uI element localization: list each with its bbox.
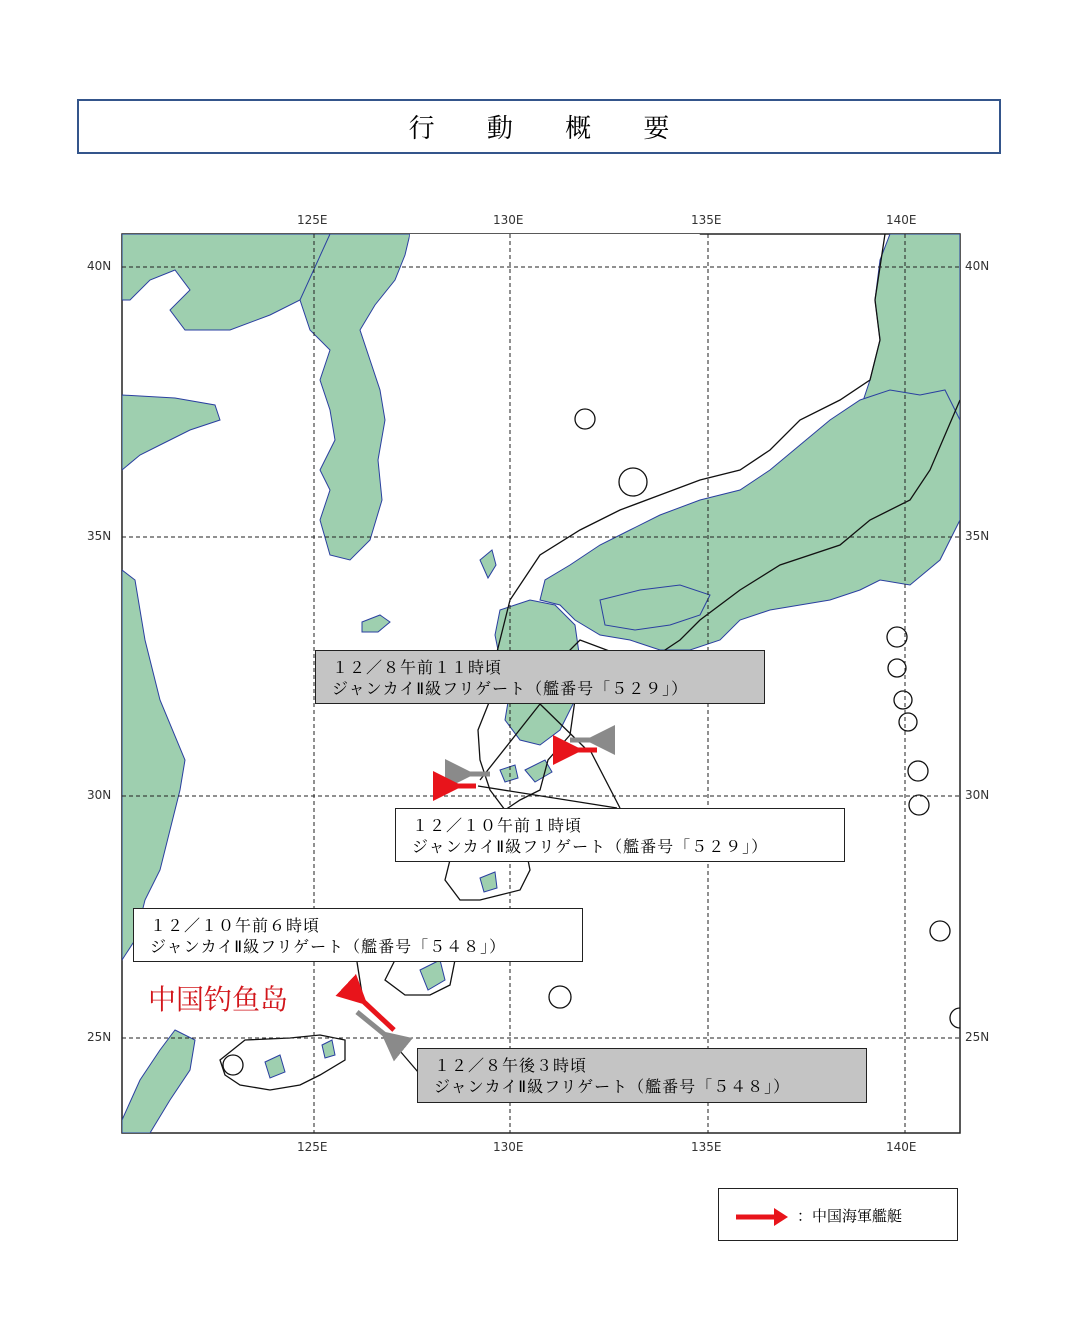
legend-text: ：中国海軍艦艇 xyxy=(797,1207,903,1225)
lon-label-top-140: 140E xyxy=(886,213,917,227)
lat-label-left-35: 35N xyxy=(87,529,112,543)
lat-label-right-35: 35N xyxy=(965,529,990,543)
callout-548-dec10 xyxy=(133,908,583,962)
lat-label-left-25: 25N xyxy=(87,1030,112,1044)
legend xyxy=(718,1188,958,1241)
lon-label-top-135: 135E xyxy=(691,213,722,227)
callout-529-dec8-ship: ジャンカイⅡ級フリゲート（艦番号「５２９」） xyxy=(332,679,689,698)
lon-label-bottom-140: 140E xyxy=(886,1140,917,1154)
lon-label-top-125: 125E xyxy=(297,213,328,227)
callout-548-dec10-time: １２／１０午前６時頃 xyxy=(150,916,321,935)
callout-548-dec8-time: １２／８午後３時頃 xyxy=(434,1056,588,1075)
callout-529-dec10 xyxy=(395,808,845,862)
callout-548-dec8-ship: ジャンカイⅡ級フリゲート（艦番号「５４８」） xyxy=(434,1077,791,1096)
page-title: 行 動 概 要 xyxy=(408,114,692,144)
callout-529-dec10-ship: ジャンカイⅡ級フリゲート（艦番号「５２９」） xyxy=(412,837,769,856)
callout-529-dec8 xyxy=(315,650,765,704)
lon-label-top-130: 130E xyxy=(493,213,524,227)
lon-label-bottom-135: 135E xyxy=(691,1140,722,1154)
callout-529-dec8-time: １２／８午前１１時頃 xyxy=(332,658,503,677)
lat-label-right-25: 25N xyxy=(965,1030,990,1044)
lon-label-bottom-130: 130E xyxy=(493,1140,524,1154)
callout-548-dec8 xyxy=(417,1048,867,1103)
callout-548-dec10-ship: ジャンカイⅡ級フリゲート（艦番号「５４８」） xyxy=(150,937,507,956)
lon-label-bottom-125: 125E xyxy=(297,1140,328,1154)
diaoyu-label: 中国钓鱼岛 xyxy=(148,983,289,1016)
lat-label-left-40: 40N xyxy=(87,259,112,273)
callout-529-dec10-time: １２／１０午前１時頃 xyxy=(412,816,583,835)
lat-label-left-30: 30N xyxy=(87,788,112,802)
lat-label-right-40: 40N xyxy=(965,259,990,273)
lat-label-right-30: 30N xyxy=(965,788,990,802)
